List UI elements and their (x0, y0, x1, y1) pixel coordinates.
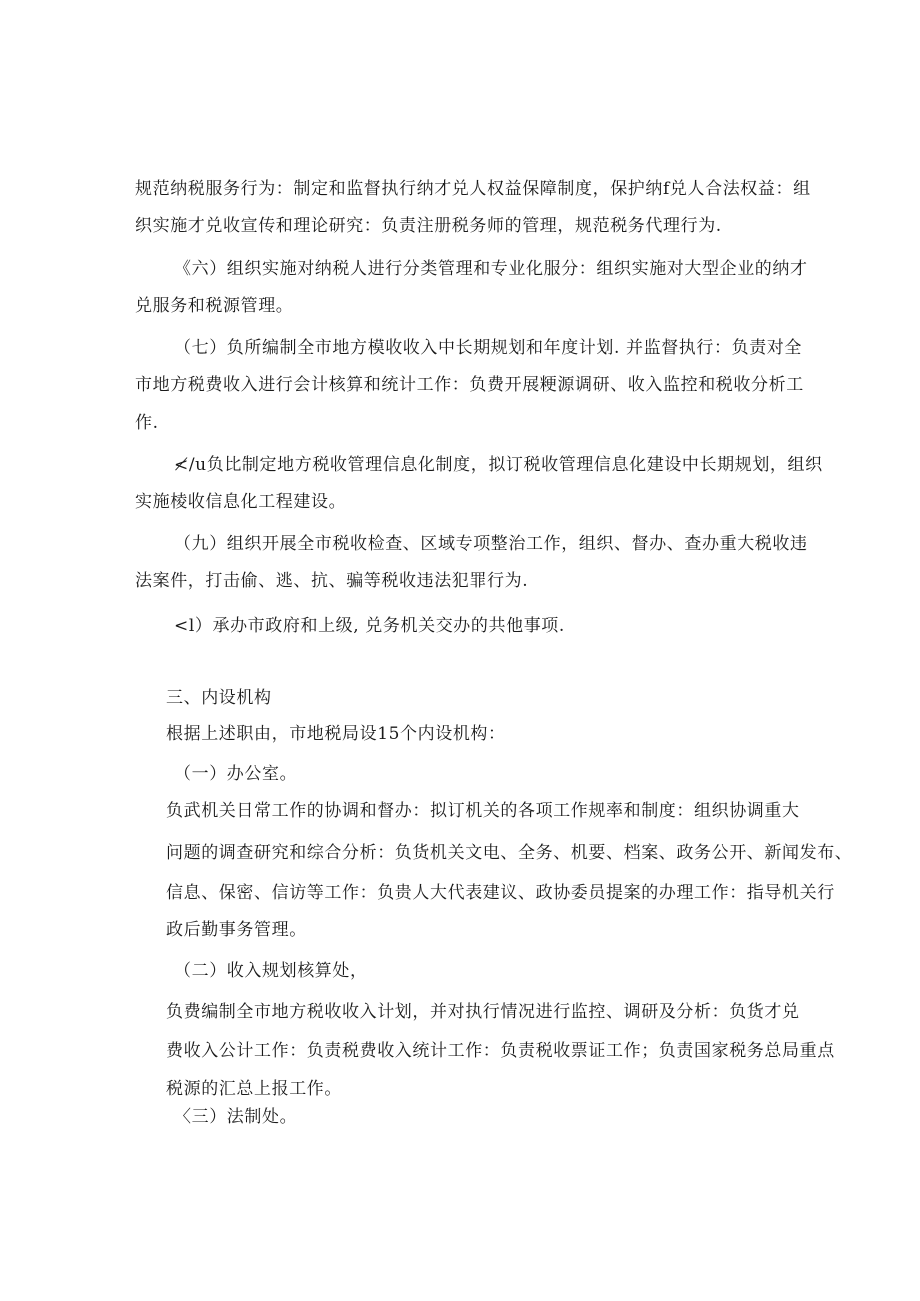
paragraph-line: 信息、保密、信访等工作：负贵人大代表建议、政协委员提案的办理工作：指导机关行 (166, 883, 835, 903)
paragraph-line: 织实施才兑收宣传和理论研究：负责注册税务师的管理，规范税务代理行为. (135, 216, 722, 236)
paragraph-line: <l）承办市政府和上级, 兑务机关交办的共他事项. (174, 616, 565, 636)
paragraph-line: （七）负所编制全市地方模收收入中长期规划和年度计划. 并监督执行：负责对全 (174, 338, 803, 358)
paragraph-line: ≮/u负比制定地方税收管理信息化制度，拟订税收管理信息化建设中长期规划，组织 (174, 455, 823, 475)
paragraph-line: 作. (135, 413, 159, 433)
paragraph-line: 市地方税费收入进行会计核算和统计工作：负费开展粳源调研、收入监控和税收分析工 (135, 375, 804, 395)
paragraph-line: 规范纳税服务行为：制定和监督执行纳才兑人权益保障制度，保护纳f兑人合法权益：组 (135, 179, 811, 199)
subsection-heading: （二）收入规划核算处， (174, 961, 368, 981)
paragraph-line: 法案件，打击偷、逃、抗、骗等税收违法犯罪行为. (135, 571, 529, 591)
paragraph-line: 兑服务和税源管理。 (135, 296, 294, 316)
subsection-heading: （一）办公室。 (174, 764, 298, 784)
paragraph-line: 费收入公计工作：负责税费收入统计工作：负责税收票证工作；负责国家税务总局重点 (166, 1041, 835, 1061)
paragraph-line: 问题的调查研究和综合分析：负货机关文电、全务、机要、档案、政务公开、新闻发布、 (166, 843, 853, 863)
paragraph-line: 负武机关日常工作的协调和督办：拟订机关的各项工作规率和制度：组织协调重大 (166, 801, 800, 821)
section-heading: 三、内设机构 (166, 688, 272, 708)
subsection-heading: 〈三）法制处。 (174, 1107, 298, 1127)
paragraph-line: 政后勤事务管理。 (166, 920, 307, 940)
paragraph-line: 负费编制全市地方税收收入计划，并对执行情况进行监控、调研及分析：负货才兑 (166, 1002, 800, 1022)
paragraph-line: 根据上述职由，市地税局设15个内设机构： (166, 724, 506, 744)
paragraph-line: （九）组织开展全市税收检查、区域专项整治工作，组织、督办、查办重大税收违 (174, 534, 808, 554)
paragraph-line: 《六）组织实施对纳税人进行分类管理和专业化服分：组织实施对大型企业的纳才 (174, 259, 808, 279)
paragraph-line: 税源的汇总上报工作。 (166, 1079, 342, 1099)
paragraph-line: 实施棱收信息化工程建设。 (135, 492, 347, 512)
